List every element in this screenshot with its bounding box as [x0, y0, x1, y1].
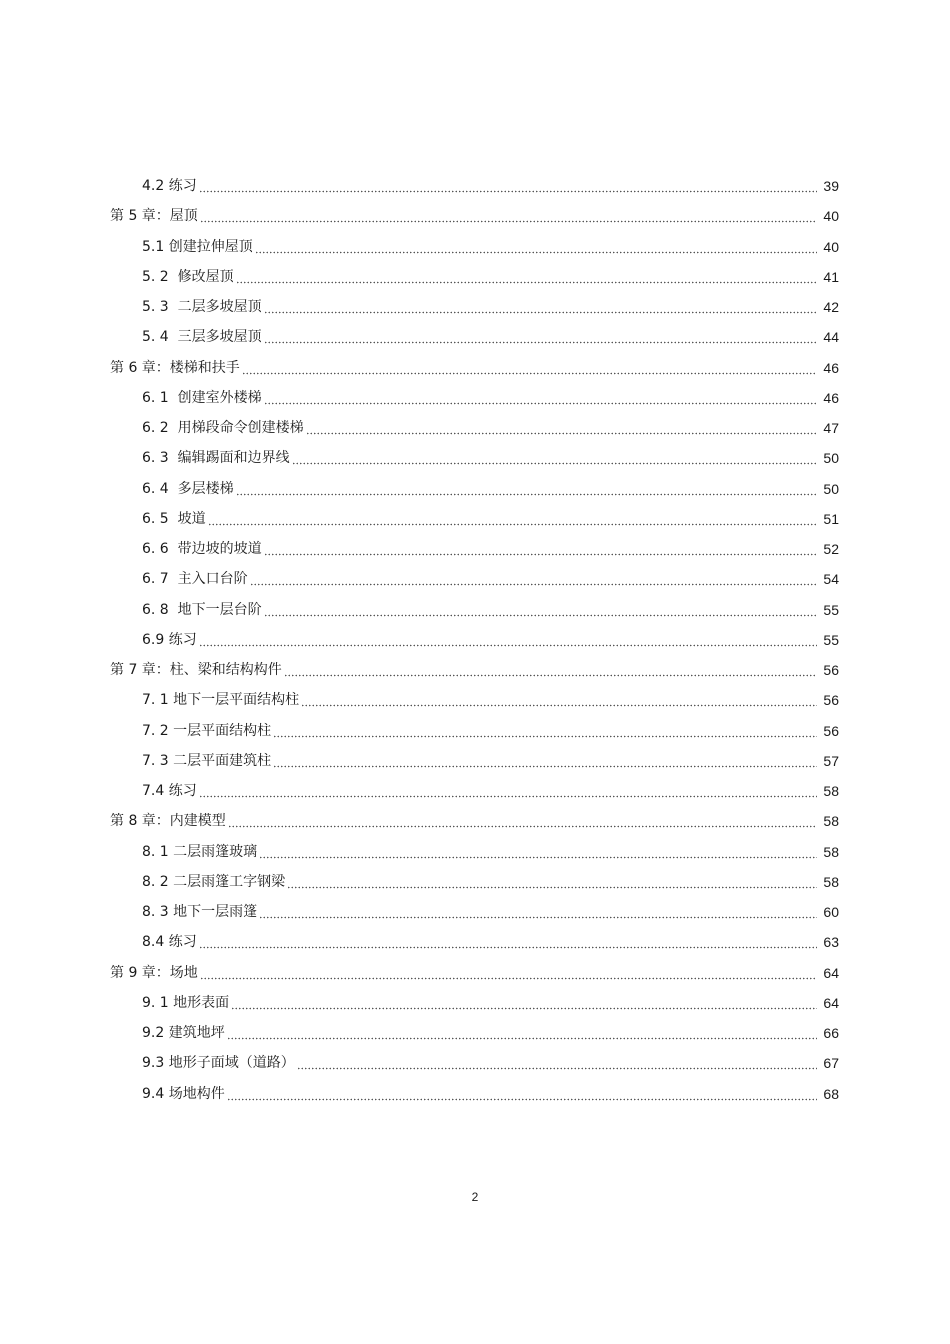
toc-entry-page: 57 — [823, 752, 839, 769]
toc-dot-leader — [208, 509, 817, 529]
toc-entry-page: 40 — [823, 208, 839, 225]
toc-section-entry[interactable] — [0, 685, 950, 715]
toc-entry-page: 55 — [823, 631, 839, 648]
toc-entry-page: 50 — [823, 450, 839, 467]
toc-dot-leader — [200, 963, 817, 983]
toc-entry-page: 46 — [823, 389, 839, 406]
toc-entry-page: 42 — [823, 299, 839, 316]
toc-chapter-entry[interactable] — [0, 353, 950, 383]
toc-entry-page: 55 — [823, 601, 839, 618]
toc-section-entry[interactable] — [0, 927, 950, 957]
toc-section-entry[interactable] — [0, 1048, 950, 1078]
toc-entry-page: 68 — [823, 1085, 839, 1102]
toc-section-entry[interactable] — [0, 837, 950, 867]
toc-entry-title: 第 5 章：屋顶 — [110, 208, 198, 225]
page-number: 2 — [471, 1190, 479, 1204]
toc-chapter-entry[interactable] — [0, 806, 950, 836]
toc-entry-title: 5. 4 三层多坡屋顶 — [142, 329, 262, 346]
toc-entry-page: 64 — [823, 994, 839, 1011]
toc-entry-page: 54 — [823, 571, 839, 588]
toc-entry-title: 9.2 建筑地坪 — [142, 1025, 225, 1042]
toc-entry-page: 50 — [823, 480, 839, 497]
toc-section-entry[interactable] — [0, 867, 950, 897]
toc-entry-page: 60 — [823, 904, 839, 921]
toc-dot-leader — [287, 872, 817, 892]
toc-dot-leader — [273, 751, 817, 771]
toc-entry-title: 第 8 章：内建模型 — [110, 813, 226, 830]
toc-dot-leader — [227, 1023, 817, 1043]
toc-entry-title: 7. 3 二层平面建筑柱 — [142, 752, 272, 769]
toc-entry-title: 5. 3 二层多坡屋顶 — [142, 299, 262, 316]
toc-dot-leader — [264, 327, 817, 347]
toc-dot-leader — [297, 1053, 817, 1073]
toc-section-entry[interactable] — [0, 504, 950, 534]
toc-section-entry[interactable] — [0, 383, 950, 413]
toc-dot-leader — [200, 206, 817, 226]
toc-entry-title: 4.2 练习 — [142, 178, 197, 195]
toc-entry-page: 66 — [823, 1025, 839, 1042]
toc-dot-leader — [231, 993, 817, 1013]
toc-dot-leader — [259, 842, 817, 862]
toc-section-entry[interactable] — [0, 564, 950, 594]
toc-entry-title: 7. 2 一层平面结构柱 — [142, 722, 272, 739]
toc-entry-title: 7.4 练习 — [142, 783, 197, 800]
toc-entry-title: 6. 4 多层楼梯 — [142, 480, 234, 497]
toc-entry-title: 6. 6 带边坡的坡道 — [142, 541, 262, 558]
toc-section-entry[interactable] — [0, 1079, 950, 1109]
toc-entry-page: 44 — [823, 329, 839, 346]
toc-dot-leader — [273, 721, 817, 741]
toc-entry-title: 6. 3 编辑踢面和边界线 — [142, 450, 290, 467]
toc-section-entry[interactable] — [0, 625, 950, 655]
toc-entry-title: 第 9 章：场地 — [110, 964, 198, 981]
toc-section-entry[interactable] — [0, 534, 950, 564]
toc-dot-leader — [242, 358, 817, 378]
toc-dot-leader — [259, 902, 817, 922]
toc-chapter-entry[interactable] — [0, 655, 950, 685]
toc-dot-leader — [301, 690, 817, 710]
toc-entry-title: 6. 2 用梯段命令创建楼梯 — [142, 420, 304, 437]
toc-entry-title: 6.9 练习 — [142, 631, 197, 648]
toc-dot-leader — [306, 418, 817, 438]
toc-entry-title: 6. 8 地下一层台阶 — [142, 601, 262, 618]
toc-entry-page: 46 — [823, 359, 839, 376]
toc-dot-leader — [255, 237, 817, 257]
toc-entry-page: 47 — [823, 420, 839, 437]
toc-section-entry[interactable] — [0, 897, 950, 927]
toc-entry-title: 5.1 创建拉伸屋顶 — [142, 238, 253, 255]
toc-entry-page: 58 — [823, 843, 839, 860]
toc-entry-title: 8. 2 二层雨篷工字钢梁 — [142, 873, 286, 890]
toc-entry-title: 9.4 场地构件 — [142, 1085, 225, 1102]
toc-section-entry[interactable] — [0, 443, 950, 473]
toc-dot-leader — [227, 1084, 817, 1104]
toc-dot-leader — [199, 630, 817, 650]
toc-dot-leader — [250, 569, 817, 589]
toc-entry-title: 6. 7 主入口台阶 — [142, 571, 248, 588]
toc-section-entry[interactable] — [0, 776, 950, 806]
toc-section-entry[interactable] — [0, 262, 950, 292]
toc-entry-page: 58 — [823, 813, 839, 830]
toc-section-entry[interactable] — [0, 746, 950, 776]
toc-entry-page: 63 — [823, 934, 839, 951]
toc-dot-leader — [292, 448, 817, 468]
toc-dot-leader — [284, 660, 817, 680]
toc-dot-leader — [228, 811, 817, 831]
toc-section-entry[interactable] — [0, 1018, 950, 1048]
toc-entry-page: 67 — [823, 1055, 839, 1072]
toc-entry-page: 56 — [823, 662, 839, 679]
toc-entry-page: 51 — [823, 510, 839, 527]
toc-section-entry[interactable] — [0, 716, 950, 746]
toc-dot-leader — [264, 600, 817, 620]
toc-entry-title: 8. 1 二层雨篷玻璃 — [142, 843, 258, 860]
toc-entry-page: 56 — [823, 722, 839, 739]
toc-section-entry[interactable] — [0, 292, 950, 322]
toc-entry-page: 64 — [823, 964, 839, 981]
toc-section-entry[interactable] — [0, 232, 950, 262]
toc-entry-title: 8.4 练习 — [142, 934, 197, 951]
toc-entry-title: 6. 5 坡道 — [142, 510, 206, 527]
toc-dot-leader — [264, 539, 817, 559]
toc-section-entry[interactable] — [0, 322, 950, 352]
toc-entry-title: 9.3 地形子面域（道路） — [142, 1055, 295, 1072]
toc-chapter-entry[interactable] — [0, 958, 950, 988]
toc-entry-page: 52 — [823, 541, 839, 558]
toc-entry-page: 58 — [823, 783, 839, 800]
toc-section-entry[interactable] — [0, 474, 950, 504]
toc-entry-page: 56 — [823, 692, 839, 709]
toc-entry-title: 第 7 章：柱、梁和结构构件 — [110, 662, 282, 679]
toc-entry-page: 40 — [823, 238, 839, 255]
toc-dot-leader — [199, 932, 817, 952]
toc-dot-leader — [199, 176, 817, 196]
toc-entry-page: 39 — [823, 178, 839, 195]
toc-section-entry[interactable] — [0, 595, 950, 625]
toc-section-entry[interactable] — [0, 413, 950, 443]
toc-dot-leader — [264, 297, 817, 317]
table-of-contents — [0, 171, 950, 1109]
toc-entry-title: 6. 1 创建室外楼梯 — [142, 389, 262, 406]
toc-entry-title: 第 6 章：楼梯和扶手 — [110, 359, 240, 376]
toc-entry-title: 8. 3 地下一层雨篷 — [142, 904, 258, 921]
toc-section-entry[interactable] — [0, 988, 950, 1018]
toc-dot-leader — [236, 479, 817, 499]
toc-entry-title: 9. 1 地形表面 — [142, 994, 230, 1011]
toc-chapter-entry[interactable] — [0, 201, 950, 231]
toc-entry-page: 58 — [823, 873, 839, 890]
toc-entry-title: 7. 1 地下一层平面结构柱 — [142, 692, 300, 709]
toc-dot-leader — [236, 267, 817, 287]
toc-entry-page: 41 — [823, 268, 839, 285]
toc-dot-leader — [264, 388, 817, 408]
toc-dot-leader — [199, 781, 817, 801]
toc-entry-title: 5. 2 修改屋顶 — [142, 268, 234, 285]
toc-section-entry[interactable] — [0, 171, 950, 201]
